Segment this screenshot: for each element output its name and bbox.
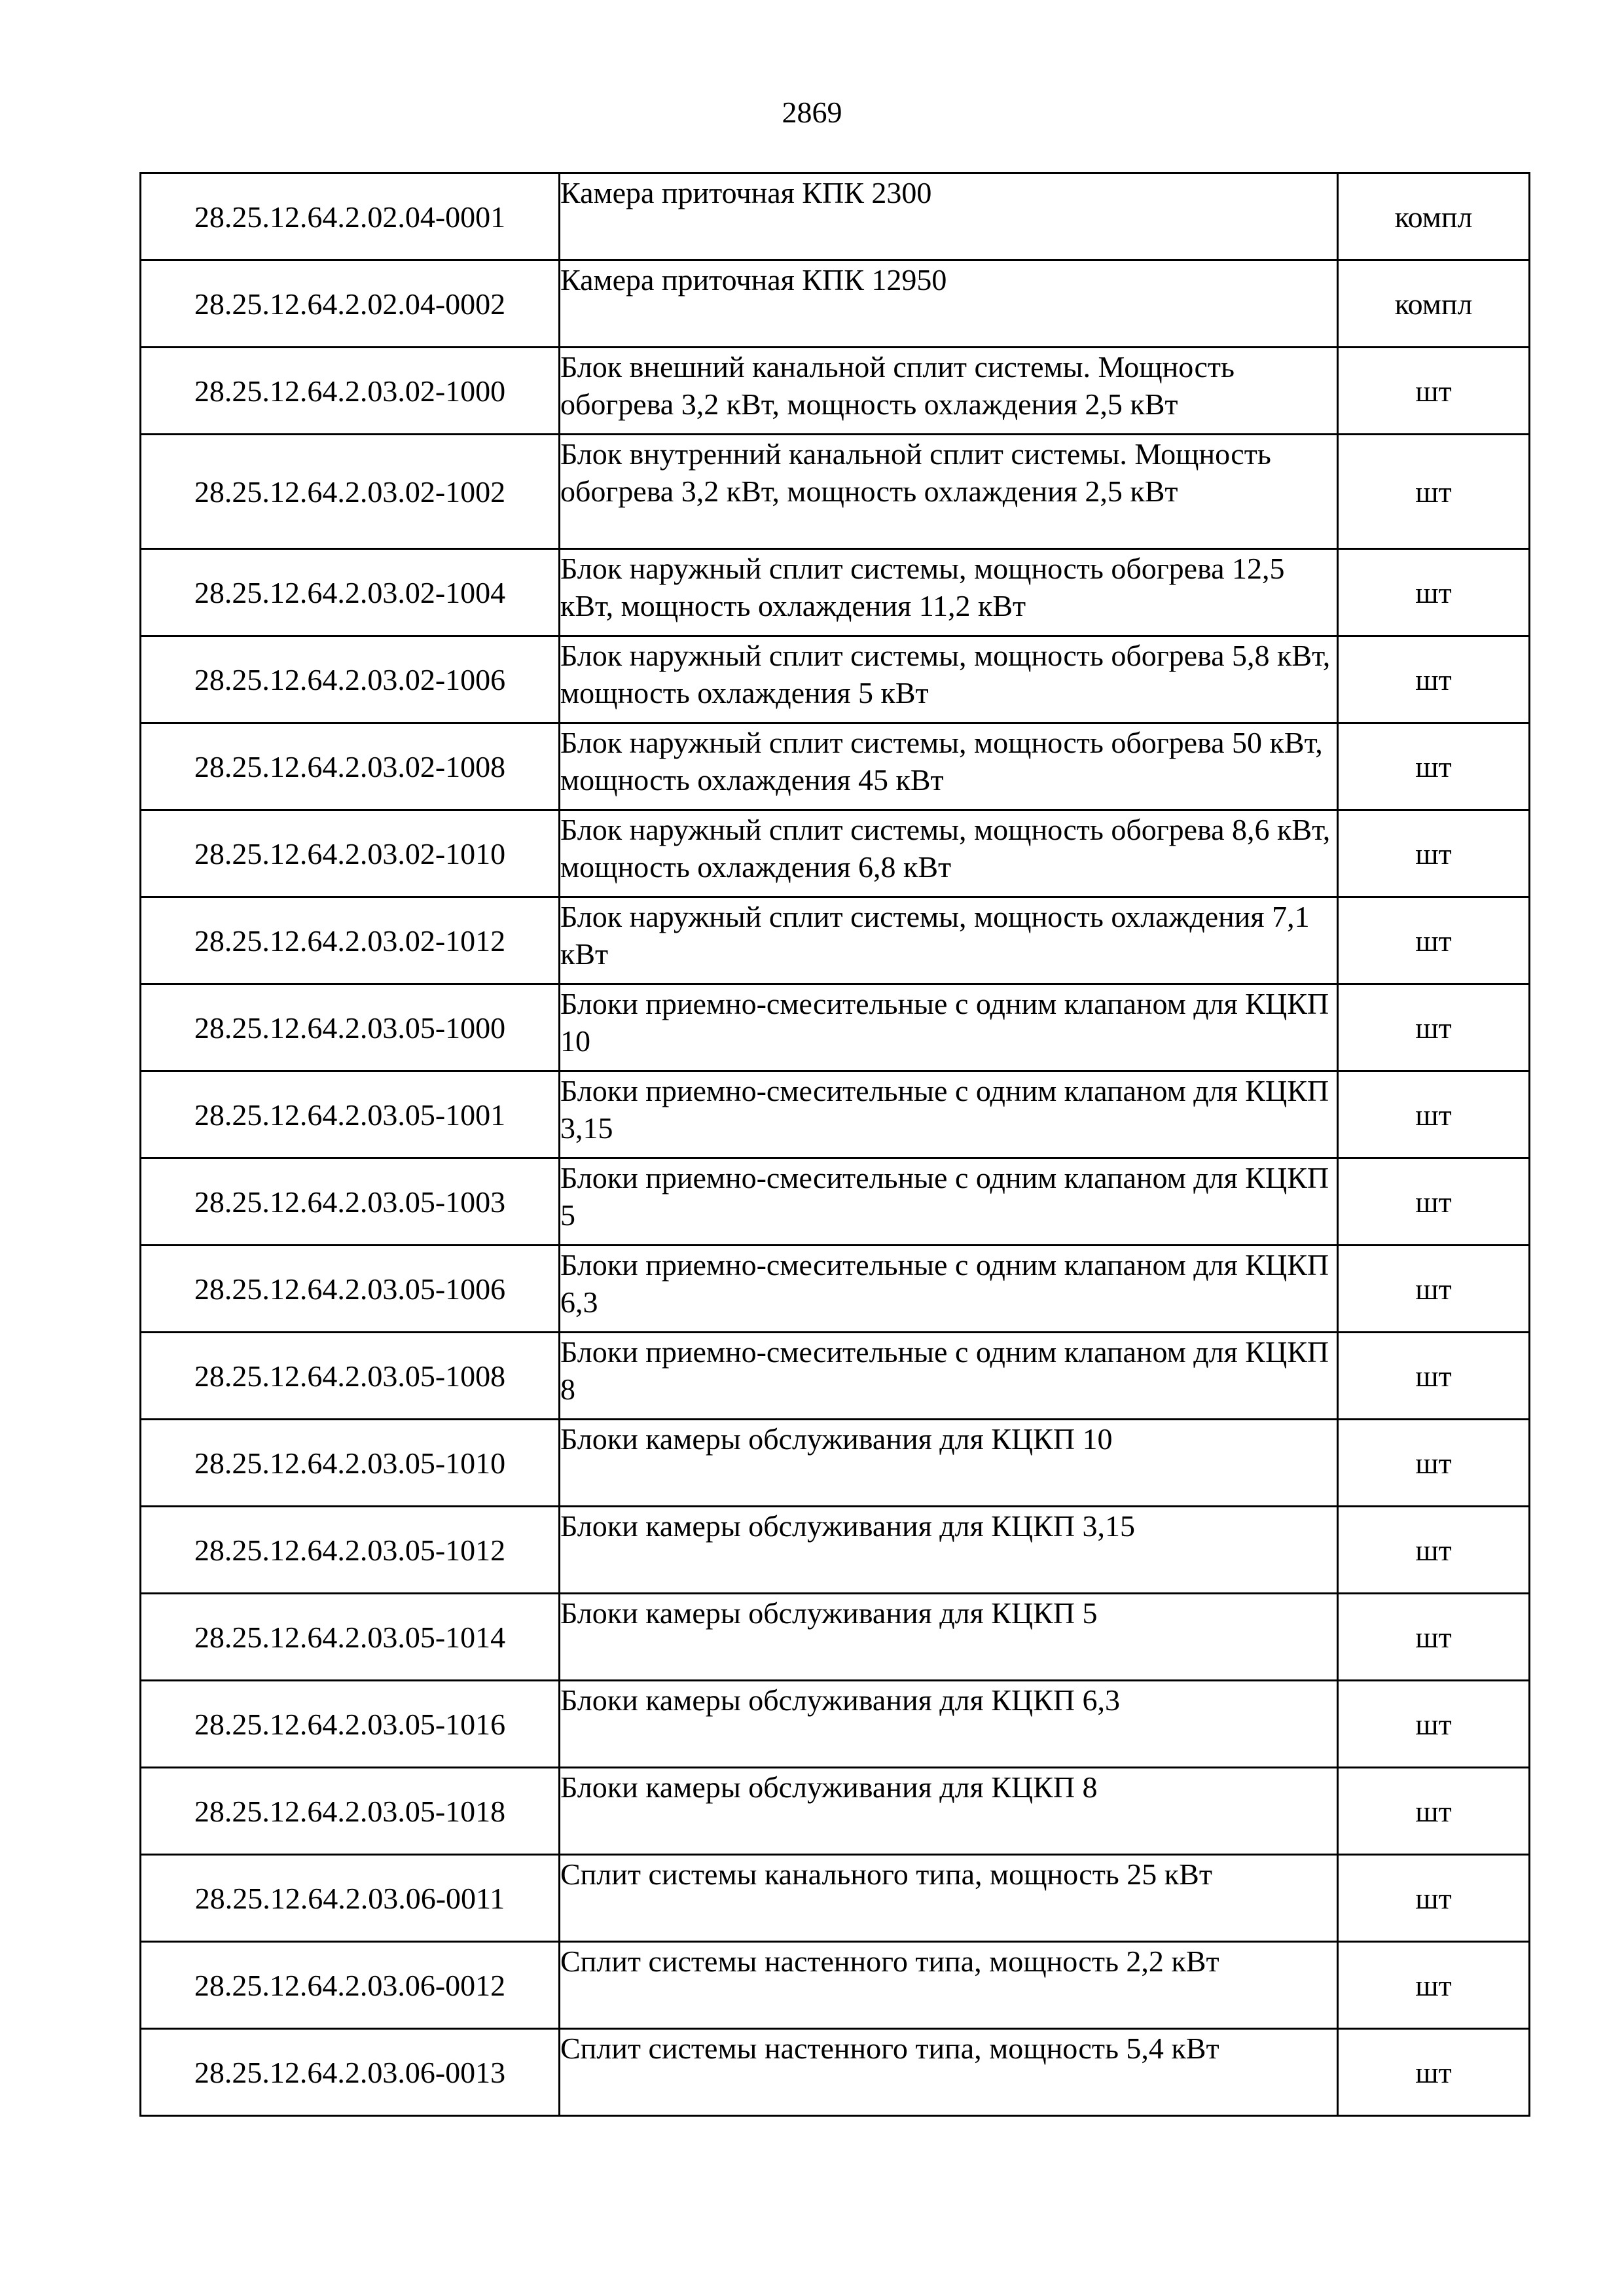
resource-name: Блок внутренний канальной сплит системы. Мощность обогрева 3,2 кВт, мощность охлаждения 2,5 кВт [560, 435, 1338, 549]
resource-unit: шт [1338, 1768, 1530, 1855]
resource-name: Блоки приемно-смесительные с одним клапаном для КЦКП 5 [560, 1158, 1338, 1246]
resource-name: Блок наружный сплит системы, мощность обогрева 12,5 кВт, мощность охлаждения 11,2 кВт [560, 549, 1338, 636]
resource-code: 28.25.12.64.2.02.04-0002 [141, 260, 560, 348]
resource-code: 28.25.12.64.2.03.05-1012 [141, 1507, 560, 1594]
resource-table [139, 172, 1530, 2117]
resource-name: Сплит системы настенного типа, мощность 2,2 кВт [560, 1942, 1338, 2029]
resource-code: 28.25.12.64.2.03.06-0013 [141, 2029, 560, 2116]
table-row [141, 723, 1530, 810]
resource-code: 28.25.12.64.2.03.02-1004 [141, 549, 560, 636]
resource-unit: компл [1338, 173, 1530, 260]
resource-code: 28.25.12.64.2.03.05-1016 [141, 1681, 560, 1768]
table-row [141, 1507, 1530, 1594]
resource-name: Блоки камеры обслуживания для КЦКП 10 [560, 1420, 1338, 1507]
resource-code: 28.25.12.64.2.03.05-1014 [141, 1594, 560, 1681]
resource-unit: шт [1338, 1071, 1530, 1158]
resource-table-body [141, 173, 1530, 2116]
resource-unit: шт [1338, 1507, 1530, 1594]
resource-unit: шт [1338, 2029, 1530, 2116]
table-row [141, 1333, 1530, 1420]
table-row [141, 549, 1530, 636]
resource-unit: шт [1338, 1855, 1530, 1942]
resource-code: 28.25.12.64.2.03.02-1012 [141, 897, 560, 984]
resource-unit: шт [1338, 636, 1530, 723]
resource-unit: шт [1338, 1681, 1530, 1768]
resource-name: Блоки камеры обслуживания для КЦКП 6,3 [560, 1681, 1338, 1768]
resource-unit: шт [1338, 1158, 1530, 1246]
resource-code: 28.25.12.64.2.03.05-1008 [141, 1333, 560, 1420]
table-row [141, 260, 1530, 348]
resource-unit: шт [1338, 1594, 1530, 1681]
resource-name: Блоки приемно-смесительные с одним клапаном для КЦКП 3,15 [560, 1071, 1338, 1158]
resource-unit: шт [1338, 1420, 1530, 1507]
table-row [141, 1071, 1530, 1158]
resource-unit: шт [1338, 549, 1530, 636]
resource-name: Блок наружный сплит системы, мощность охлаждения 7,1 кВт [560, 897, 1338, 984]
table-row [141, 1768, 1530, 1855]
table-row [141, 1246, 1530, 1333]
resource-name: Сплит системы канального типа, мощность 25 кВт [560, 1855, 1338, 1942]
resource-name: Блок наружный сплит системы, мощность обогрева 5,8 кВт, мощность охлаждения 5 кВт [560, 636, 1338, 723]
table-row [141, 1158, 1530, 1246]
resource-name: Блоки камеры обслуживания для КЦКП 8 [560, 1768, 1338, 1855]
resource-name: Блок наружный сплит системы, мощность обогрева 8,6 кВт, мощность охлаждения 6,8 кВт [560, 810, 1338, 897]
resource-unit: шт [1338, 1942, 1530, 2029]
resource-name: Камера приточная КПК 2300 [560, 173, 1338, 260]
resource-code: 28.25.12.64.2.03.02-1010 [141, 810, 560, 897]
resource-code: 28.25.12.64.2.03.05-1006 [141, 1246, 560, 1333]
resource-code: 28.25.12.64.2.03.05-1010 [141, 1420, 560, 1507]
table-row [141, 984, 1530, 1071]
resource-code: 28.25.12.64.2.03.02-1008 [141, 723, 560, 810]
resource-name: Сплит системы настенного типа, мощность 5,4 кВт [560, 2029, 1338, 2116]
table-row [141, 2029, 1530, 2116]
resource-code: 28.25.12.64.2.03.05-1018 [141, 1768, 560, 1855]
resource-name: Блок внешний канальной сплит системы. Мощность обогрева 3,2 кВт, мощность охлаждения 2,5 кВт [560, 348, 1338, 435]
resource-name: Блоки приемно-смесительные с одним клапаном для КЦКП 6,3 [560, 1246, 1338, 1333]
resource-unit: шт [1338, 348, 1530, 435]
resource-name: Блоки камеры обслуживания для КЦКП 5 [560, 1594, 1338, 1681]
table-row [141, 1855, 1530, 1942]
resource-name: Блоки приемно-смесительные с одним клапаном для КЦКП 8 [560, 1333, 1338, 1420]
resource-name: Блоки приемно-смесительные с одним клапаном для КЦКП 10 [560, 984, 1338, 1071]
table-row [141, 810, 1530, 897]
resource-unit: шт [1338, 1246, 1530, 1333]
resource-code: 28.25.12.64.2.03.06-0011 [141, 1855, 560, 1942]
table-row [141, 435, 1530, 549]
table-row [141, 1681, 1530, 1768]
table-row [141, 173, 1530, 260]
resource-code: 28.25.12.64.2.03.02-1000 [141, 348, 560, 435]
table-row [141, 348, 1530, 435]
resource-unit: шт [1338, 435, 1530, 549]
resource-name: Блок наружный сплит системы, мощность обогрева 50 кВт, мощность охлаждения 45 кВт [560, 723, 1338, 810]
resource-unit: шт [1338, 810, 1530, 897]
resource-code: 28.25.12.64.2.02.04-0001 [141, 173, 560, 260]
resource-code: 28.25.12.64.2.03.02-1006 [141, 636, 560, 723]
resource-code: 28.25.12.64.2.03.05-1000 [141, 984, 560, 1071]
resource-unit: шт [1338, 723, 1530, 810]
resource-unit: компл [1338, 260, 1530, 348]
resource-unit: шт [1338, 984, 1530, 1071]
table-row [141, 1942, 1530, 2029]
resource-code: 28.25.12.64.2.03.05-1003 [141, 1158, 560, 1246]
resource-code: 28.25.12.64.2.03.06-0012 [141, 1942, 560, 2029]
resource-unit: шт [1338, 897, 1530, 984]
table-row [141, 1594, 1530, 1681]
resource-code: 28.25.12.64.2.03.05-1001 [141, 1071, 560, 1158]
resource-name: Блоки камеры обслуживания для КЦКП 3,15 [560, 1507, 1338, 1594]
page-number: 2869 [782, 96, 842, 129]
resource-code: 28.25.12.64.2.03.02-1002 [141, 435, 560, 549]
table-row [141, 897, 1530, 984]
resource-unit: шт [1338, 1333, 1530, 1420]
resource-name: Камера приточная КПК 12950 [560, 260, 1338, 348]
table-row [141, 636, 1530, 723]
table-row [141, 1420, 1530, 1507]
